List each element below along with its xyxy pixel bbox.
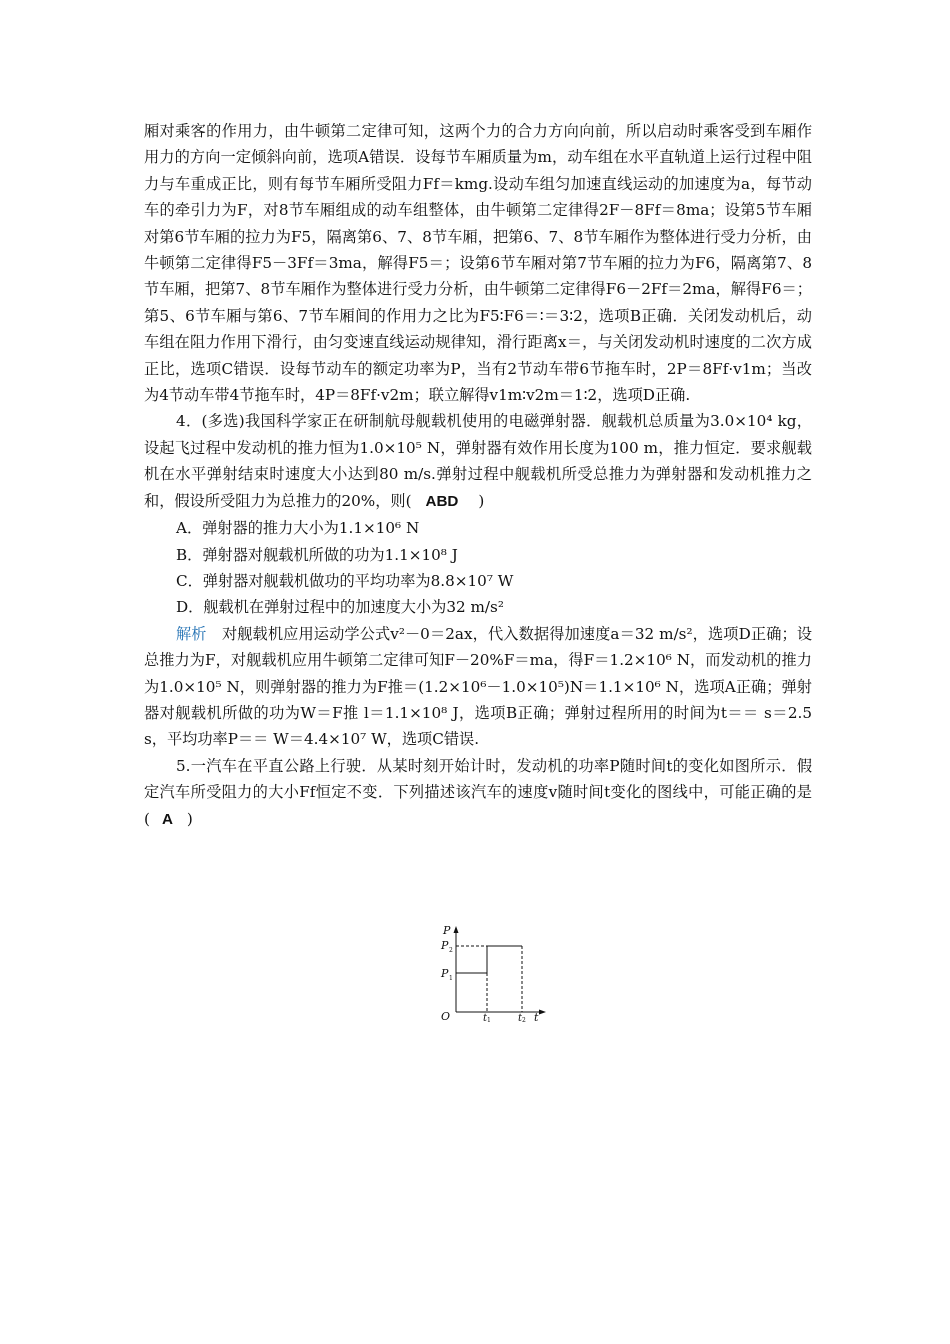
t2-subscript: 2 [522, 1017, 526, 1022]
question-4-option-d: D．舰载机在弹射过程中的加速度大小为32 m/s² [176, 598, 504, 617]
question-4-option-a: A．弹射器的推力大小为1.1×10⁶ N [176, 519, 420, 538]
document-body [144, 118, 812, 833]
t1-subscript: 1 [487, 1017, 491, 1022]
question-4-option-c: C．弹射器对舰载机做功的平均功率为8.8×10⁷ W [176, 571, 514, 590]
t1-label: t [483, 1013, 488, 1022]
x-axis-arrow [539, 1010, 546, 1015]
p2-label: P [441, 939, 449, 952]
y-axis-label: P [443, 924, 451, 937]
question-4-stem-text: 4．(多选)我国科学家正在研制航母舰载机使用的电磁弹射器．舰载机总质量为3.0×10⁴ kg，设起飞过程中发动机的推力恒为1.0×10⁵ N，弹射器有效作用长度为100 m，推力恒定．要求舰载机在水平弹射结束时速度大小达到80 m/s.弹射过程中舰载机所受总推力为弹射器和发动机推力之和，假设所受阻力为总推力的20%，则( [144, 412, 812, 510]
question-5-close: ) [186, 809, 193, 828]
p1-subscript: 1 [449, 975, 453, 982]
question-5-stem [144, 753, 812, 833]
p2-subscript: 2 [449, 947, 453, 954]
analysis-label: 解析 [176, 624, 207, 643]
p1-label: P [441, 967, 449, 980]
origin-label: O [441, 1010, 451, 1022]
question-4-analysis [144, 621, 812, 753]
question-4-analysis-text: 对舰载机应用运动学公式v²－0＝2ax，代入数据得加速度a＝32 m/s²，选项D正确；设总推力为F，对舰载机应用牛顿第二定律可知F－20%F＝ma，得F＝1.2×10⁶ N，而发动机的推力为1.0×10⁵ N，则弹射器的推力为F推＝(1.2×10⁶－1.0×10⁵)N＝1.1×10⁶ N，选项A正确；弹射器对舰载机所做的功为W＝F推 l＝1.1×10⁸ J，选项B正确；弹射过程所用的时间为t＝＝ s＝2.5 s，平均功率P＝＝ W＝4.4×10⁷ W，选项C错误. [144, 624, 813, 749]
power-time-graph [428, 922, 548, 1022]
y-axis-arrow [454, 926, 459, 933]
t2-label: t [518, 1013, 523, 1022]
question-4-close: ) [478, 491, 485, 510]
solution-paragraph-q3: 厢对乘客的作用力，由牛顿第二定律可知，这两个力的合力方向向前，所以启动时乘客受到车厢作用力的方向一定倾斜向前，选项A错误．设每节车厢质量为m，动车组在水平直轨道上运行过程中阻力与车重成正比，则有每节车厢所受阻力Ff＝kmg.设动车组匀加速直线运动的加速度为a，每节动车的牵引力为F，对8节车厢组成的动车组整体，由牛顿第二定律得2F－8Ff＝8ma；设第5节车厢对第6节车厢的拉力为F5，隔离第6、7、8节车厢，把第6、7、8节车厢作为整体进行受力分析，由牛顿第二定律得F5－3Ff＝3ma，解得F5＝；设第6节车厢对第7节车厢的拉力为F6，隔离第7、8节车厢，把第7、8节车厢作为整体进行受力分析，由牛顿第二定律得F6－2Ff＝2ma，解得F6＝；第5、6节车厢与第6、7节车厢间的作用力之比为F5∶F6＝∶＝3∶2，选项B正确．关闭发动机后，动车组在阻力作用下滑行，由匀变速直线运动规律知，滑行距离x＝，与关闭发动机时速度的二次方成正比，选项C错误．设每节动车的额定功率为P，当有2节动车带6节拖车时，2P＝8Ff·v1m；当改为4节动车带4节拖车时，4P＝8Ff·v2m；联立解得v1m∶v2m＝1∶2，选项D正确. [144, 122, 812, 405]
x-axis-label: t [534, 1011, 539, 1022]
question-4-option-b: B．弹射器对舰载机所做的功为1.1×10⁸ J [176, 545, 458, 564]
question-5-answer: A [161, 810, 173, 828]
question-4-answer: ABD [425, 492, 459, 510]
question-4-stem [144, 408, 812, 515]
question-5-stem-text: 5.一汽车在平直公路上行驶．从某时刻开始计时，发动机的功率P随时间t的变化如图所示．假定汽车所受阻力的大小Ff恒定不变．下列描述该汽车的速度v随时间t变化的图线中，可能正确的是( [144, 756, 812, 828]
